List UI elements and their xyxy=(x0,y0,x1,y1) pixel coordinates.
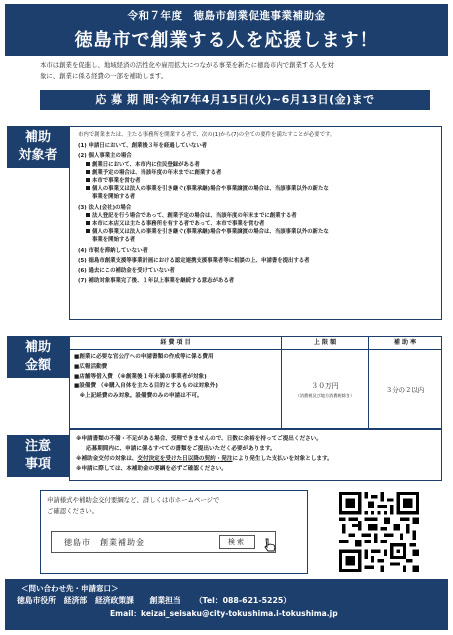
qr-code-icon xyxy=(339,492,419,572)
requirement-item-2-sub: 創業予定の場合は、当該年度の年末までに創業する者 xyxy=(78,169,435,177)
expense-item: ■設備費 （※購入自体を主たる目的とするものは対象外) xyxy=(74,383,218,390)
search-query: 徳島市 創業補助金 xyxy=(64,537,145,547)
note-line-2: 応募期間内に、申請に係るすべての書類をご提出いただく必要があります。 xyxy=(86,446,276,452)
requirement-item-3-sub: 本市に本店又は主たる事務所を有する者であって、本市で事業を営む者 xyxy=(78,220,435,228)
limit-note: （消費税及び地方消費税除き） xyxy=(295,392,355,398)
contact-office: 徳島市役所 経済部 経済政策課 創業担当 （Tel：088-621-5225） xyxy=(17,596,292,605)
note-underlined: 交付決定を受けた日以降の契約・発注 xyxy=(137,456,233,462)
rate-cell: ３分の２以内 xyxy=(385,385,425,394)
note-line-4: ※申請に際しては、本補助金の要綱を必ずご確認ください。 xyxy=(76,466,227,472)
intro-text xyxy=(40,60,430,82)
requirement-item-1: (1) 申請日において、創業後３年を経過していない者 xyxy=(78,143,208,150)
bullet-square-icon xyxy=(86,229,90,233)
amount-col-limit-header: 上 限 額 xyxy=(282,337,369,349)
bullet-square-icon xyxy=(86,221,90,225)
search-bar xyxy=(51,531,276,553)
contact-heading: ＜問い合わせ先・申請窓口＞ xyxy=(21,584,119,593)
bullet-square-icon xyxy=(86,178,90,182)
intro-line-1: 本市は創業を促進し、地域経済の活性化や雇用拡大につながる事業を新たに徳島市内で創業する人を対 xyxy=(40,61,334,69)
pointer-hand-icon xyxy=(263,538,277,552)
amount-table-body xyxy=(70,350,441,428)
requirements-lead: 市内で創業または、主たる事務所を開業する者で、次の(1)から(7)の全ての要件を満たすことが必要です。 xyxy=(78,132,336,138)
header-subtitle: 令和７年度 徳島市創業促進事業補助金 xyxy=(127,10,326,22)
requirement-item-6: (6) 過去にこの補助金を受けていない者 xyxy=(78,268,175,275)
application-period: 応 募 期 間:令和7年4月15日(火)~6月13日(金)まで xyxy=(40,90,430,110)
intro-line-2: 象に、創業に係る経費の一部を補助します。 xyxy=(40,72,168,80)
contact-footer xyxy=(5,579,448,630)
requirements-label-line-2: 対象者 xyxy=(18,148,58,163)
requirements-label xyxy=(7,126,69,168)
requirement-item-2-sub: 本市で事業を営む者 xyxy=(78,177,435,185)
amount-label xyxy=(7,336,69,378)
requirements-label-line-1: 補助 xyxy=(24,130,51,145)
note-line-3: ※補助金交付の対象は、交付決定を受けた日以降の契約・発注により発生した支払いを対象とします。 xyxy=(76,456,333,462)
amount-label-line-1: 補助 xyxy=(24,340,51,355)
expense-item: ■店舗等借入費 （※創業後１年未満の事業者が対象) xyxy=(74,373,207,380)
notes-label-line-1: 注意 xyxy=(24,439,51,454)
search-hint-line-1: 申請様式や補助金交付要綱など、詳しくは市ホームページで xyxy=(47,496,220,504)
amount-col-items-header: 経 費 項 目 xyxy=(70,337,282,349)
expense-item: ■創業に必要な官公庁への申請書類の作成等に係る費用 xyxy=(74,354,214,360)
bullet-square-icon xyxy=(86,170,90,174)
notes-box xyxy=(69,429,442,481)
note-line-1: ※申請書類の不備・不足がある場合、受理できませんので、日数に余裕を持ってご提出ください。 xyxy=(76,436,322,442)
search-hint-line-2: ご確認ください。 xyxy=(47,507,99,515)
requirement-item-7: (7) 補助対象事業完了後、１年以上事業を継続する意志がある者 xyxy=(78,278,235,285)
requirement-item-3-sub: 法人登記を行う場合であって、創業予定の場合は、当該年度の年末までに創業する者 xyxy=(78,212,435,220)
requirement-item-5: (5) 徳島市創業支援等事業計画における認定連携支援事業者等に相談の上、申請書を提出する者 xyxy=(78,257,310,264)
requirement-item-2-sub: 創業日において、本市内に住民登録がある者 xyxy=(78,161,435,169)
expense-note: ※上記経費のみ対象。設備費のみの申請は不可。 xyxy=(74,393,203,400)
amount-label-line-2: 金額 xyxy=(24,358,51,373)
notes-label xyxy=(7,435,69,477)
limit-cell xyxy=(282,350,369,428)
header-banner xyxy=(5,4,448,56)
bullet-square-icon xyxy=(86,213,90,217)
contact-tel: （Tel：088-621-5225） xyxy=(194,596,292,605)
notes-label-line-2: 事項 xyxy=(24,457,51,472)
requirements-box xyxy=(69,126,442,320)
bullet-square-icon xyxy=(86,186,90,190)
expense-items xyxy=(70,350,282,428)
limit-value: ３０万円 xyxy=(311,381,339,390)
requirement-item-2: (2) 個人事業主の場合 xyxy=(78,153,132,160)
website-search-box xyxy=(40,490,308,574)
expense-item: ■広報活動費 xyxy=(74,363,108,370)
contact-email[interactable]: Email：keizai_seisaku@city-tokushima.i-tokushima.jp xyxy=(110,609,338,618)
requirement-item-2-sub-cont: 事業を開始する者 xyxy=(92,194,136,201)
amount-col-rate-header: 補 助 率 xyxy=(393,339,417,346)
amount-table-header xyxy=(70,337,441,350)
requirement-item-2-sub: 個人の事業又は法人の事業を引き継ぐ(事業承継)場合や事業譲渡の場合は、当該事業以外の新たな xyxy=(78,185,435,193)
requirement-item-3-sub: 個人の事業又は法人の事業を引き継ぐ(事業承継)場合や事業譲渡の場合は、当該事業以外の新たな xyxy=(78,228,435,236)
header-title: 徳島市で創業する人を応援します！ xyxy=(74,30,379,51)
requirement-item-3-sub-cont: 事業を開始する者 xyxy=(92,237,136,244)
amount-table xyxy=(69,336,442,429)
requirement-item-4: (4) 市税を滞納していない者 xyxy=(78,247,148,254)
requirement-item-3: (3) 法人(会社)の場合 xyxy=(78,204,132,211)
search-button: 検索 xyxy=(219,535,255,549)
bullet-square-icon xyxy=(86,162,90,166)
